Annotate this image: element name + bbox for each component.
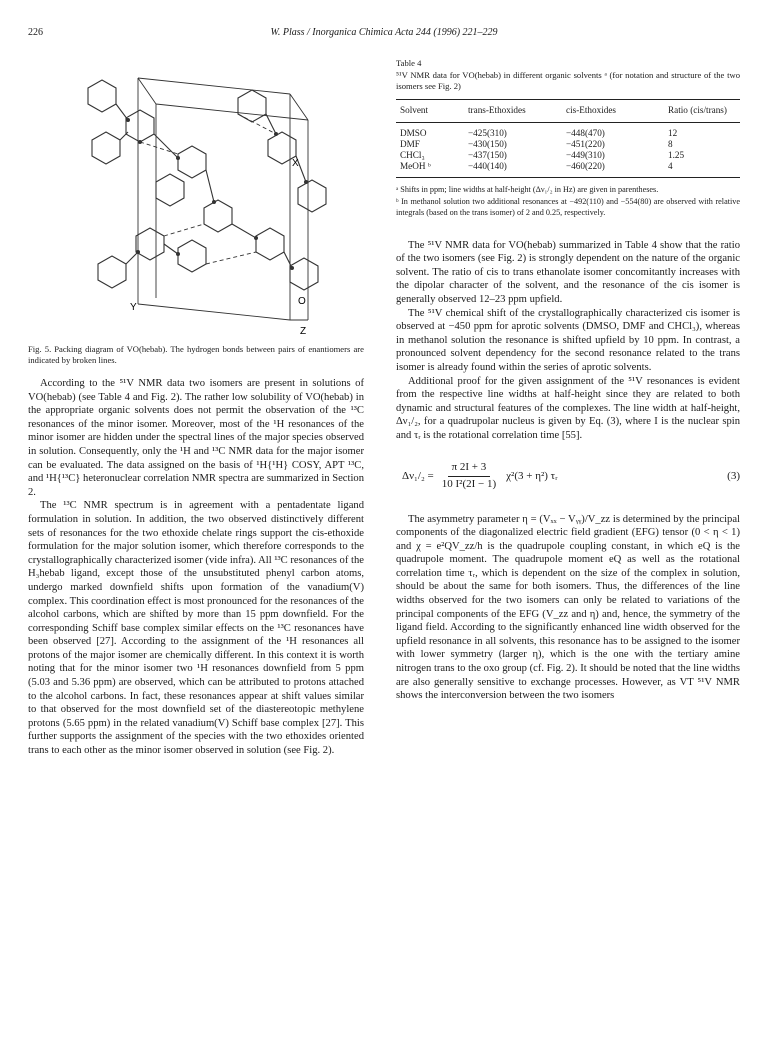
table-caption: ⁵¹V NMR data for VO(hebab) in different organic solvents ᵃ (for notation and structure of the two isomers see Fig. 2) [396,70,740,91]
table-cell: 4 [664,161,740,178]
table-title: Table 4 [396,58,422,68]
equation-number: (3) [727,469,740,482]
running-title: W. Plass / Inorganica Chimica Acta 244 (1996) 221–229 [270,27,498,38]
equation-3 [396,455,740,499]
col-header-trans: trans-Ethoxides [464,100,562,123]
col-header-cis: cis-Ethoxides [562,100,664,123]
table-cell: −430(150) [468,138,507,149]
right-paragraph-1: The ⁵¹V NMR data for VO(hebab) summarized in Table 4 show that the ratio of the two isomers (see Fig. 2) is strongly dependent on the nature of the organic solvent. The ratio of cis to trans ethanolate isomer concomitantly increases with the dipolar character of the solvent, and the resonance of the cis isomer is generally observed 12–23 ppm upfield. [396,239,740,305]
table-cell: DMSO [400,127,427,138]
table-cell: −448(470) [566,127,605,138]
table-cell: −437(150) [468,149,507,160]
right-paragraph-3: Additional proof for the given assignment of the ⁵¹V resonances is evident from the respective line widths at half-height since they are related to both dynamic and structural features of the complexes. The line width at half-height, Δν₁/₂, for a quadrupolar nucleus is given by Eq. (3), where I is the nuclear spin and τᵣ is the rotational correlation time [55]. [396,375,740,441]
table-cell: −425(310) [468,127,507,138]
packing-diagram [28,58,364,340]
figure-caption [28,344,364,366]
figure-caption-text: Packing diagram of VO(hebab). The hydrogen bonds between pairs of enantiomers are indicated by broken lines. [28,344,364,365]
table-header-row [396,100,740,123]
table-4 [396,58,740,218]
col-header-ratio: Ratio (cis/trans) [664,100,740,123]
table-row [396,139,740,150]
axis-label-z: Z [300,326,307,337]
table-cell: DMF [400,138,420,149]
left-paragraph-2: The ¹³C NMR spectrum is in agreement with a pentadentate ligand formulation in solution. In addition, the two observed distinctively different sets of resonances for the two ethoxide chelate rings support the cis-ethoxide formulation for the major solution isomer, which therefore corresponds to the crystallographically characterized isomer (vide infra). All ¹³C resonances of the H₃hebab ligand, except those of the unsubstituted phenyl carbon atoms, undergo marked downfield shifts upon formation of the vanadium(V) complex. This coordination effect is most pronounced for the resonances of the alcohol carbons, which are shifted by more than 15 ppm downfield. For the corresponding Schiff base complex similar effects on the ¹³C resonances have been observed [27]. According to the assignment of the ¹H resonances all protons of the major isomer are chemically different. In this context it is worth noting that for the minor isomer two ¹H resonances downfield from 5 ppm (5.03 and 5.36 ppm) are observed, which can be attributed to protons attached to the alcohol carbons. In fact, these resonances appear at shift values similar to that observed for the most downfield set of the diastereotopic methylene protons (5.65 ppm) in the related vanadium(V) Schiff base complex [27]. This further supports the assignment of the species with the two ethoxides oriented trans to each other as the minor isomer observed in solution (see Fig. 2). [28,500,364,757]
equation-denominator: 10 I²(2I − 1) [441,478,497,490]
axis-label-y: Y [130,302,137,313]
left-column [28,58,364,758]
table-cell: −440(140) [464,161,562,178]
right-paragraph-2: The ⁵¹V chemical shift of the crystallographically characterized cis isomer is observed at −450 ppm for aprotic solvents (DMSO, DMF and CHCl₃), whereas in methanol solution the resonance is shifted upfield by 10 ppm. In contrast, a pronounced solvent dependency for the second resonance related to the trans isomer is already found within the series of aprotic solvents. [396,307,740,373]
page-header [28,27,740,41]
table-cell: −449(310) [566,149,605,160]
right-column [396,58,740,703]
table-cell: 8 [668,138,673,149]
table-row [396,150,740,161]
table-cell: −460(220) [562,161,664,178]
table-notes [396,184,740,218]
table-cell: −451(220) [566,138,605,149]
table-row [396,122,740,139]
figure-caption-label: Fig. 5. [28,344,52,354]
table-row [396,161,740,178]
axis-label-x: X [292,158,299,169]
table-note-b: ᵇ In methanol solution two additional resonances at −492(110) and −554(80) are observed with relative integrals (based on the trans isomer) of 2 and 0.25, respectively. [396,196,740,217]
table-cell: MeOH ᵇ [396,161,464,178]
left-paragraph-1: According to the ⁵¹V NMR data two isomers are present in solutions of VO(hebab) (see Table 4 and Fig. 2). The rather low solubility of VO(hebab) in the appropriate organic solvents does not permit the observation of the ¹³C resonances of the minor isomer. Moreover, most of the ¹H resonances of the minor isomer are hidden under the spectral lines of the major species observed in solution. Consequently, only the ¹H and ¹³C NMR data for the major isomer can be evaluated. The data assigned on the basis of ¹H{¹H} COSY, APT ¹³C, and ¹H{¹³C} heteronuclear correlation NMR spectra are summarized in Section 2. [28,378,364,498]
table-4-grid [396,99,740,178]
packing-diagram-figure [28,58,364,340]
col-header-solvent: Solvent [396,100,464,123]
table-cell: CHCl₃ [400,149,425,160]
equation-lhs: Δν₁/₂ = [402,469,434,482]
table-cell: 12 [668,127,678,138]
table-cell: 1.25 [668,149,685,160]
table-note-a: ᵃ Shifts in ppm; line widths at half-height (Δν₁/₂ in Hz) are given in parentheses. [396,184,659,194]
page-number: 226 [28,27,43,38]
equation-numerator: π 2I + 3 [448,461,491,477]
equation-rhs: χ²(3 + η²) τᵣ [506,469,558,482]
right-paragraph-4: The asymmetry parameter η = (Vₓₓ − Vᵧᵧ)/V_zz is determined by the principal components of the diagonalized electric field gradient (EFG) tensor (0 < η < 1) and χ = e²QV_zz/h is the quadrupole coupling constant, in which eQ is the quadrupole moment. The quadrupole moment eQ as well as the rotational correlation time τᵣ, which is dependent on the size of the complex in solution, should be about the same for both isomers. Thus, the differences of the line widths observed for the two isomers can only be related to variations of the principal components of the EFG (V_zz and η) and, hence, the symmetry of the ligand field. According to the significantly enhanced line width observed for the upfield resonance in all solvents, this resonance has to be assigned to the isomer with lower symmetry (larger η), which is the one with the tertiary amine nitrogen trans to the oxo group (cf. Fig. 2). It should be noted that the line widths are also generally sensitive to exchange processes. However, as VT ⁵¹V NMR shows the interconversion between the two isomers [396,513,740,702]
equation-fraction [438,461,500,491]
axis-label-origin: O [298,296,306,307]
